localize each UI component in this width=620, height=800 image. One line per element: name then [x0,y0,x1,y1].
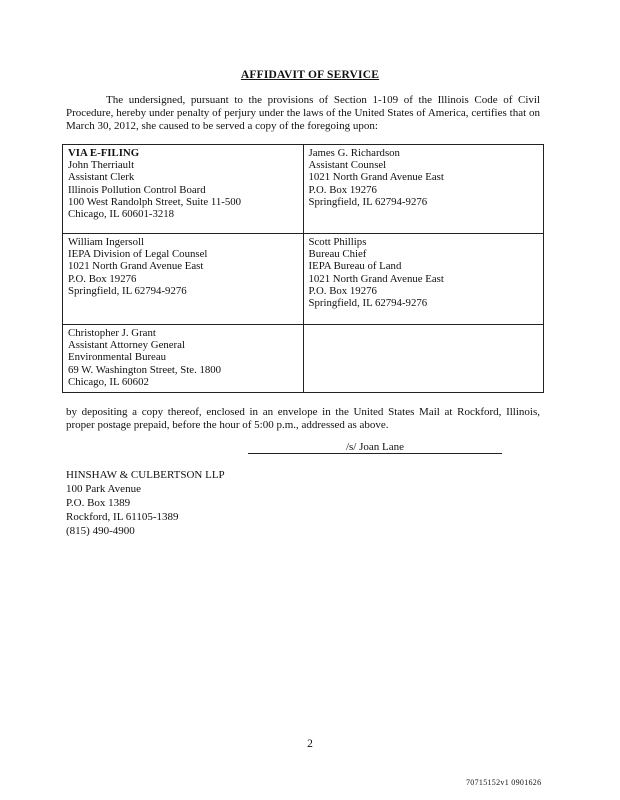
firm-address-line: Rockford, IL 61105-1389 [66,511,179,523]
recipient-line: P.O. Box 19276 [308,284,377,297]
recipient-cell [63,145,304,234]
document-title: AFFIDAVIT OF SERVICE [240,69,380,81]
recipient-line: 100 West Randolph Street, Suite 11-500 [68,195,242,208]
recipient-line: P.O. Box 19276 [68,272,137,285]
document-id: 70715152v1 0901626 [466,778,542,787]
recipient-cell [303,145,544,234]
recipient-line: 1021 North Grand Avenue East [308,171,444,184]
signature-line [248,441,502,454]
firm-name: HINSHAW & CULBERTSON LLP [66,469,225,481]
recipient-name: James G. Richardson [308,147,400,159]
recipient-line: Bureau Chief [308,248,367,261]
recipient-line: 1021 North Grand Avenue East [308,272,444,285]
recipient-line: Chicago, IL 60601-3218 [68,208,175,221]
recipient-line: Springfield, IL 62794-9276 [68,284,187,297]
firm-address-line: P.O. Box 1389 [66,497,131,509]
firm-address-block [66,468,225,538]
recipient-name: Scott Phillips [308,236,367,248]
recipient-name: William Ingersoll [68,236,145,248]
firm-address-line: 100 Park Avenue [66,483,141,495]
signature: /s/ Joan Lane [345,441,405,453]
recipient-line: Springfield, IL 62794-9276 [308,195,428,208]
recipient-line: Springfield, IL 62794-9276 [308,297,428,310]
recipient-line: IEPA Division of Legal Counsel [68,248,208,261]
recipient-line: Environmental Bureau [68,351,167,364]
recipient-line: Assistant Counsel [308,159,387,172]
recipient-cell [303,234,544,325]
recipient-line: 69 W. Washington Street, Ste. 1800 [68,363,222,376]
closing-paragraph: by depositing a copy thereof, enclosed in an envelope in the United States Mail at Rockford, Illinois, proper postage prepaid, before the hour of 5:00 p.m., addressed as above. [66,406,540,431]
recipient-line: 1021 North Grand Avenue East [68,260,204,273]
intro-paragraph: The undersigned, pursuant to the provisions of Section 1-109 of the Illinois Code of Civil Procedure, hereby under penalty of perjury under the laws of the United States of America, certifies that on March 30, 2012, she caused to be served a copy of the foregoing upon: [66,94,540,132]
page-number: 2 [307,738,313,750]
firm-phone: (815) 490-4900 [66,525,135,537]
recipient-line: Chicago, IL 60602 [68,375,149,388]
service-list-table [62,144,544,393]
recipient-cell [63,234,304,325]
recipient-name: Christopher J. Grant [68,327,156,339]
recipient-line: Assistant Clerk [68,171,135,184]
recipient-line: Assistant Attorney General [68,339,185,352]
delivery-method: VIA E-FILING [68,147,140,159]
recipient-line: IEPA Bureau of Land [308,260,402,273]
recipient-cell [63,325,304,393]
recipient-name: John Therriault [68,159,135,172]
recipient-line: P.O. Box 19276 [308,183,377,196]
empty-cell [303,325,544,393]
recipient-line: Illinois Pollution Control Board [68,183,206,196]
